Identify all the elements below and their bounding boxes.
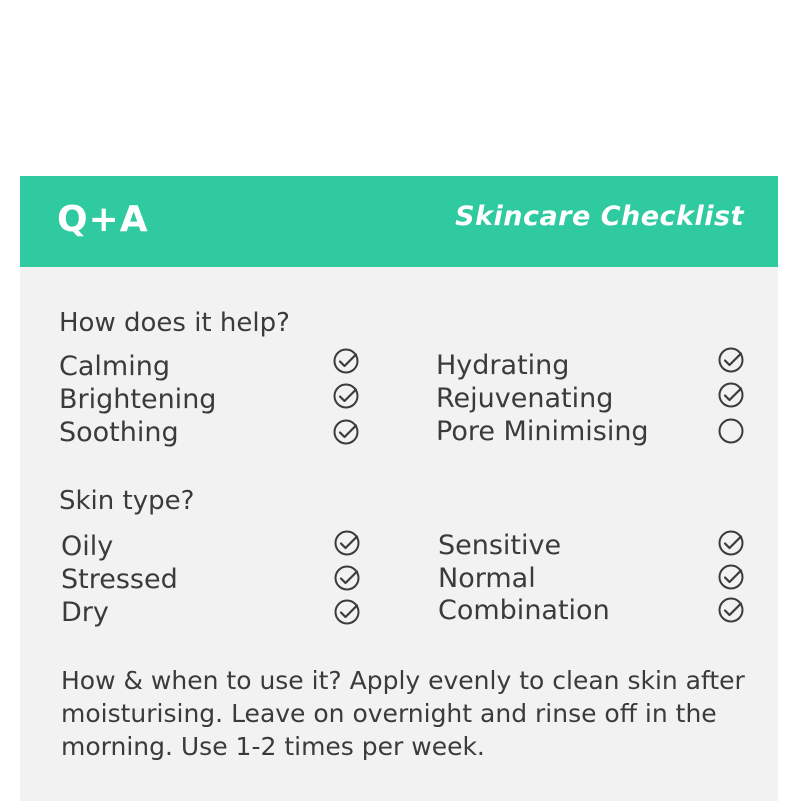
check-circle-icon [333,383,359,409]
skin-type-heading: Skin type? [59,486,195,516]
benefits-heading: How does it help? [59,308,290,338]
check-circle-icon [718,382,744,408]
skincare-checklist-card [20,176,778,801]
skin-type-item-label: Sensitive [438,530,562,561]
benefit-item-label: Hydrating [436,350,570,381]
checklist-title: Skincare Checklist [455,201,744,232]
check-circle-icon [333,348,359,374]
header-bar [20,176,778,267]
check-circle-icon [334,565,360,591]
skin-type-item-label: Oily [61,531,114,562]
check-circle-icon [718,597,744,623]
check-circle-icon [334,599,360,625]
skin-type-item-label: Stressed [61,564,178,595]
usage-instructions: How & when to use it? Apply evenly to clean skin after moisturising. Leave on overnight and rinse off in the morning. Use 1-2 times per week. [61,666,745,761]
skin-type-item-label: Combination [438,595,610,626]
benefit-item-label: Rejuvenating [436,383,614,414]
benefit-item-label: Brightening [59,384,217,415]
skin-type-item-label: Dry [61,597,109,628]
skin-type-item-label: Normal [438,563,536,594]
check-circle-icon [718,564,744,590]
check-circle-icon [718,530,744,556]
empty-circle-icon [718,418,744,444]
check-circle-icon [333,419,359,445]
benefit-item-label: Calming [59,351,170,382]
brand-logo: Q+A [57,199,149,240]
benefit-item-label: Soothing [59,417,179,448]
check-circle-icon [334,530,360,556]
check-circle-icon [718,347,744,373]
benefit-item-label: Pore Minimising [436,416,649,447]
